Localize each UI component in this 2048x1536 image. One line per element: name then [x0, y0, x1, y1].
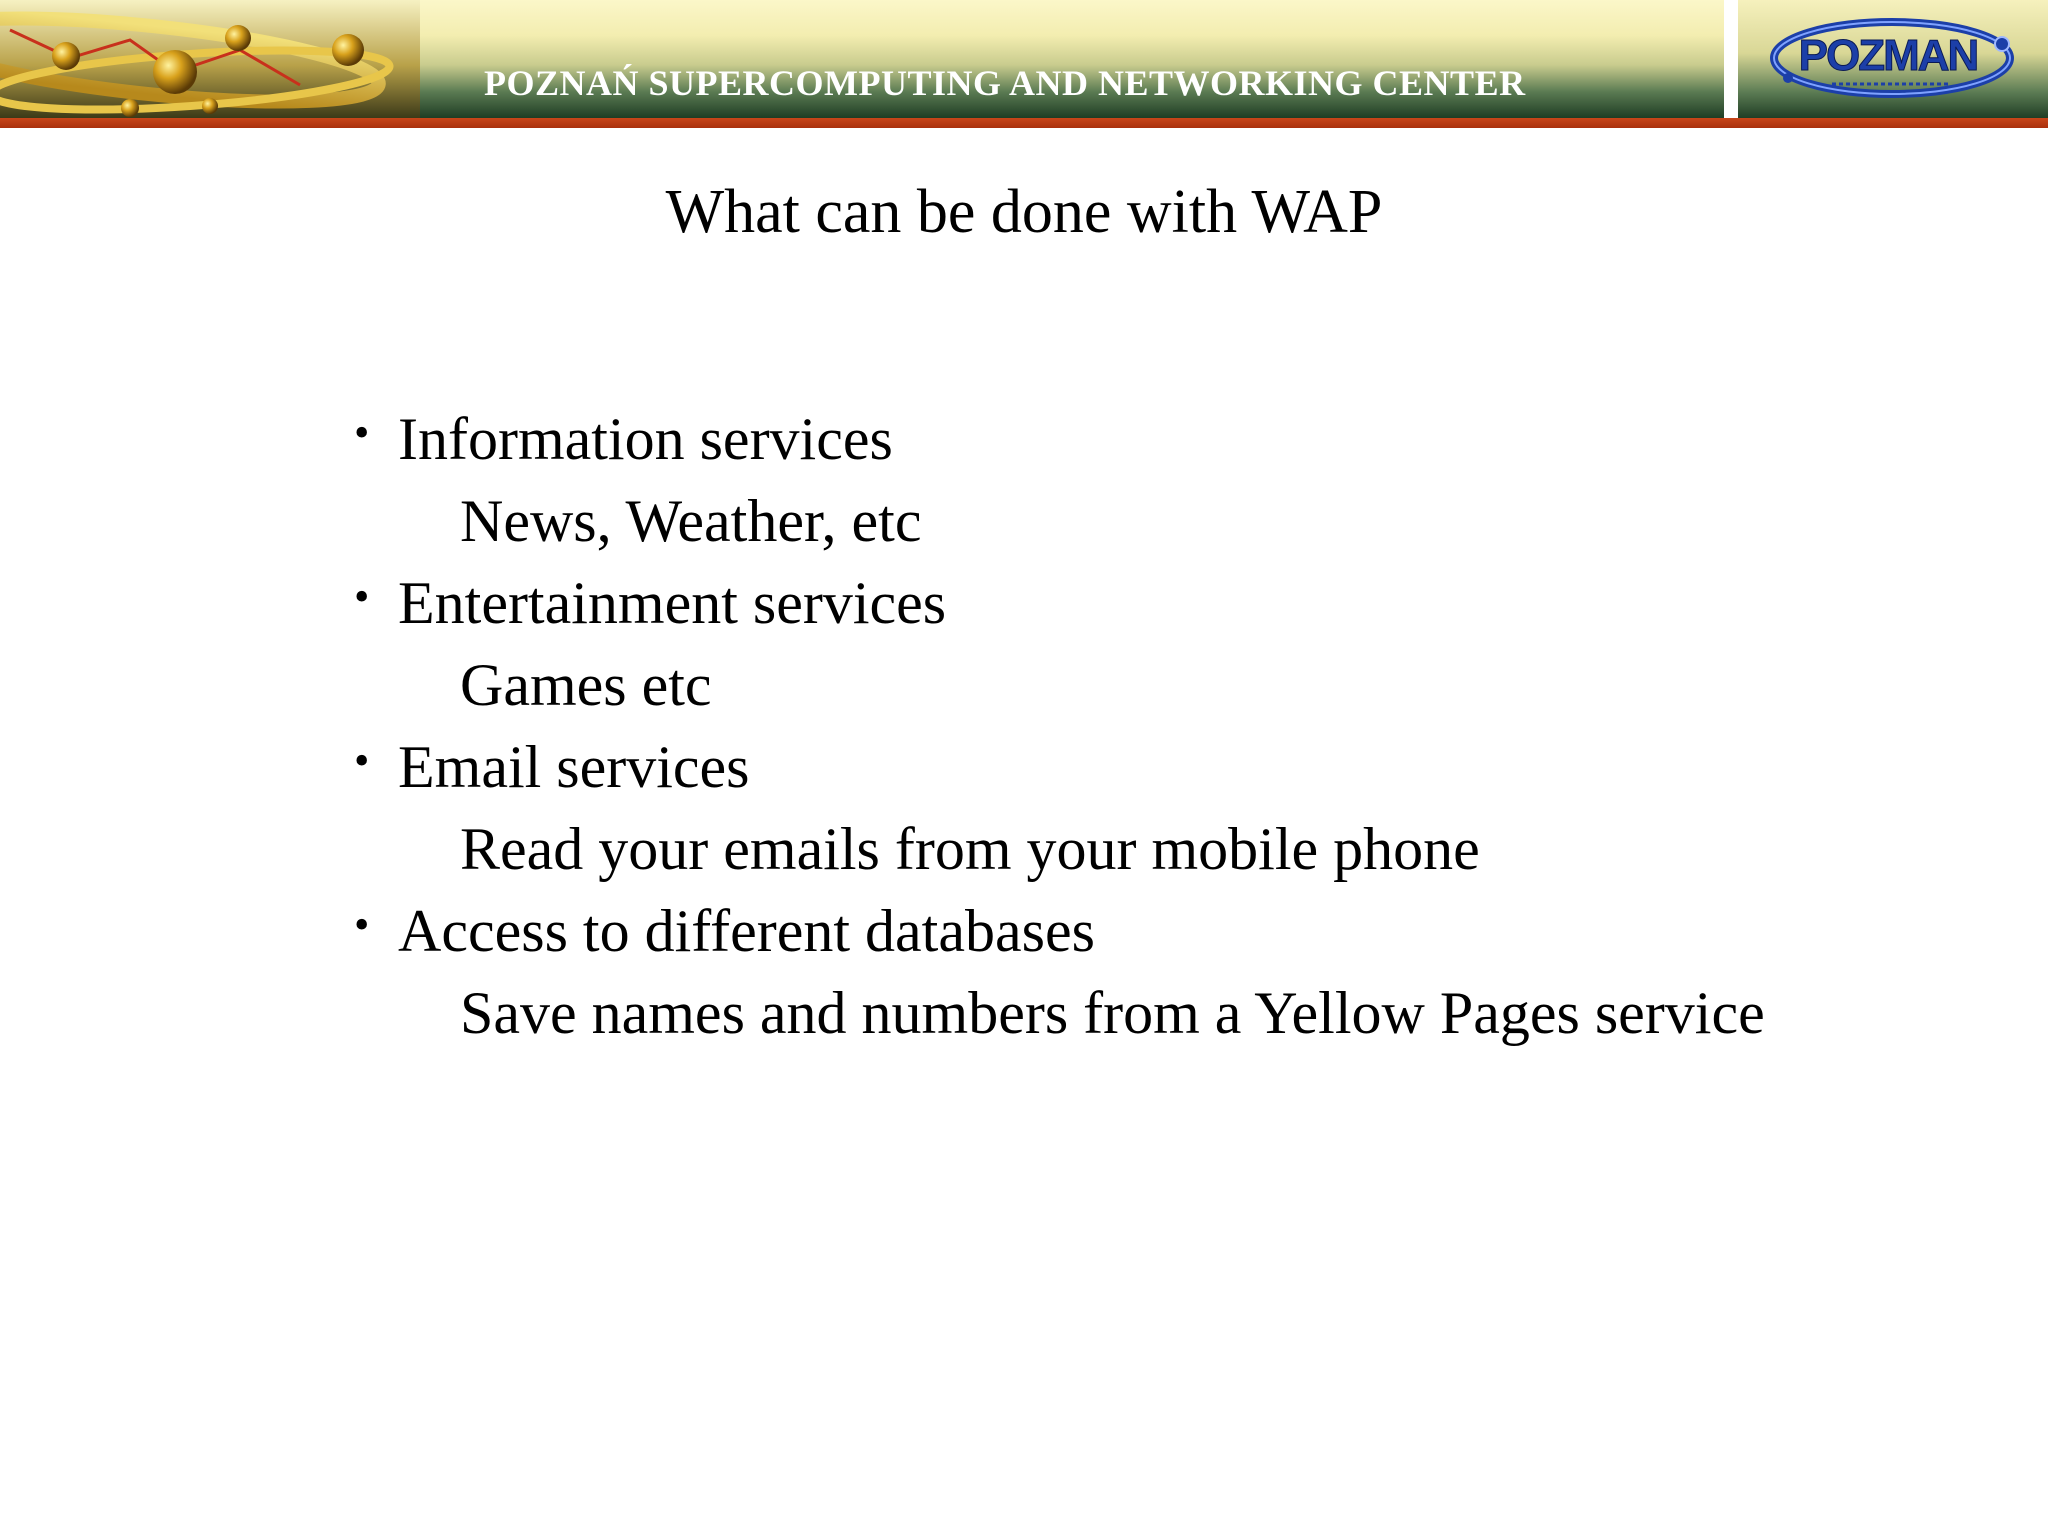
list-item	[354, 890, 2014, 1054]
bullet-line	[354, 398, 2014, 480]
header-banner	[0, 0, 2048, 118]
banner-divider	[1724, 0, 1738, 118]
bullet-label: Information services	[398, 406, 893, 472]
bullet-label: Email services	[398, 734, 750, 800]
bullet-label: Entertainment services	[398, 570, 947, 636]
list-item	[354, 562, 2014, 726]
bullet-detail: Games etc	[460, 652, 712, 718]
bullet-detail: Save names and numbers from a Yellow Pages service	[460, 980, 1765, 1046]
list-item	[354, 398, 2014, 562]
bullet-line	[354, 890, 2014, 972]
bullet-list	[354, 398, 2014, 1054]
slide-title: What can be done with WAP	[665, 178, 1383, 246]
bullet-label: Access to different databases	[398, 898, 1095, 964]
bullet-detail: News, Weather, etc	[460, 488, 922, 554]
bullet-icon: •	[354, 900, 370, 949]
pozman-logo-icon	[1766, 8, 2026, 112]
banner-underline	[0, 118, 2048, 128]
bullet-line	[354, 726, 2014, 808]
organization-name: POZNAŃ SUPERCOMPUTING AND NETWORKING CENTER	[484, 63, 1526, 103]
bullet-icon: •	[354, 736, 370, 785]
bullet-icon: •	[354, 408, 370, 457]
list-item	[354, 726, 2014, 890]
logo-text: POZMAN	[1798, 31, 1978, 80]
bullet-icon: •	[354, 572, 370, 621]
bullet-detail: Read your emails from your mobile phone	[460, 816, 1480, 882]
orbit-illustration-icon	[0, 0, 420, 118]
bullet-line	[354, 562, 2014, 644]
